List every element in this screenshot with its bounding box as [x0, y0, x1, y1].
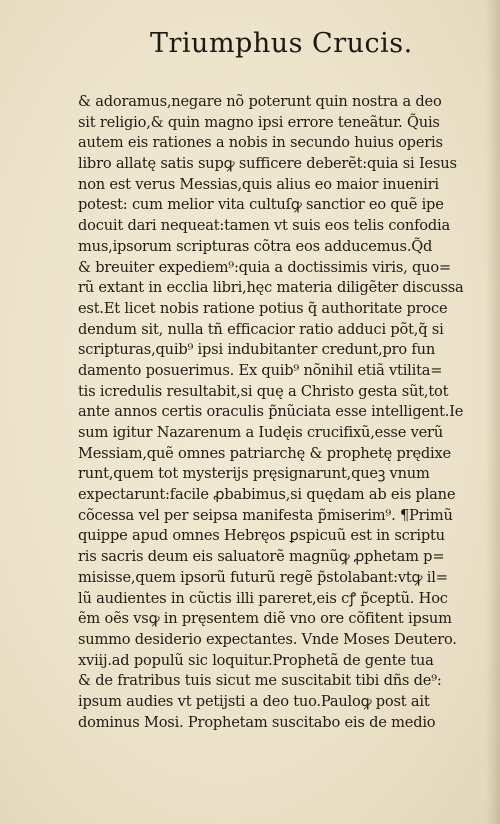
text-line: ris sacris deum eis saluatorẽ magnũꝙ ꝓphetam p= [78, 548, 445, 566]
text-line: ipsum audies vt petijsti a deo tuo.Pauloꝙ post ait [78, 692, 430, 710]
text-line: tis icredulis resultabit,si quę a Christo gesta sũt,tot [78, 382, 449, 400]
text-line: lũ audientes in cũctis illi pareret,eis cꝭ p̃ceptũ. Hoc [78, 589, 448, 607]
text-line: dominus Mosi. Prophetam suscitabo eis de medio [78, 713, 436, 731]
text-line: sit religio,& quin magno ipsi errore teneãtur. Q̃uis [78, 113, 440, 131]
text-line: summo desiderio expectantes. Vnde Moses Deutero. [78, 630, 457, 648]
text-line: mus,ipsorum scripturas cõtra eos adducemus.Q̃d [78, 237, 433, 255]
text-line: & breuiter expediem⁹:quia a doctissimis viris, quo= [78, 258, 451, 276]
text-line: runt,quem tot mysterijs pręsignarunt,queꝫ vnum [78, 465, 430, 483]
text-line: misisse,quem ipsorũ futurũ regẽ p̃stolabant:vtꝙ il= [78, 568, 448, 586]
text-line: dendum sit, nulla tñ efficacior ratio adduci põt,q̃ si [78, 320, 444, 338]
text-line: xviij.ad populũ sic loquitur.Prophetã de gente tua [78, 651, 434, 669]
text-line: Messiam,quẽ omnes patriarchę & prophetę prędixe [78, 444, 451, 462]
text-line: cõcessa vel per seipsa manifesta p̃miserim⁹. ¶Primũ [78, 506, 453, 524]
text-line: damento posuerimus. Ex quib⁹ nõnihil etiã vtilita= [78, 361, 443, 379]
text-line: scripturas,quib⁹ ipsi indubitanter credunt,pro fun [78, 341, 436, 359]
text-line: & de fratribus tuis sicut me suscitabit tibi dñs de⁹: [78, 672, 442, 690]
text-line: ante annos certis oraculis p̃nũciata esse intelligent.Ie [78, 403, 464, 421]
running-head: Triumphus Crucis. [150, 28, 413, 59]
text-line: autem eis rationes a nobis in secundo huius operis [78, 134, 443, 152]
text-line: & adoramus,negare nõ poterunt quin nostra a deo [78, 93, 442, 110]
text-line: potest: cum melior vita cultuſꝙ sanctior eo quẽ ipe [78, 196, 444, 214]
text-line: libro allatę satis supꝙ sufficere deberẽt:quia si Iesus [78, 155, 457, 173]
text-line: expectarunt:facile ꝓbabimus,si quędam ab eis plane [78, 486, 456, 504]
text-block [78, 92, 483, 733]
text-line: ẽm oẽs vsꝙ in pręsentem diẽ vno ore cõfitent ipsum [78, 610, 452, 628]
page-edge-shadow [486, 0, 500, 824]
text-line: est.Et licet nobis ratione potius q̃ authoritate proce [78, 299, 448, 317]
text-line: non est verus Messias,quis alius eo maior inueniri [78, 175, 439, 193]
text-line: sum igitur Nazarenum a Iudęis crucifixũ,esse verũ [78, 424, 444, 441]
text-line: rũ extant in ecclia libri,hęc materia diligẽter discussa [78, 279, 464, 297]
text-line: docuit dari nequeat:tamen vt suis eos telis confodia [78, 217, 450, 235]
text-line: quippe apud omnes Hebręos ꝑspicuũ est in scriptu [78, 527, 445, 545]
